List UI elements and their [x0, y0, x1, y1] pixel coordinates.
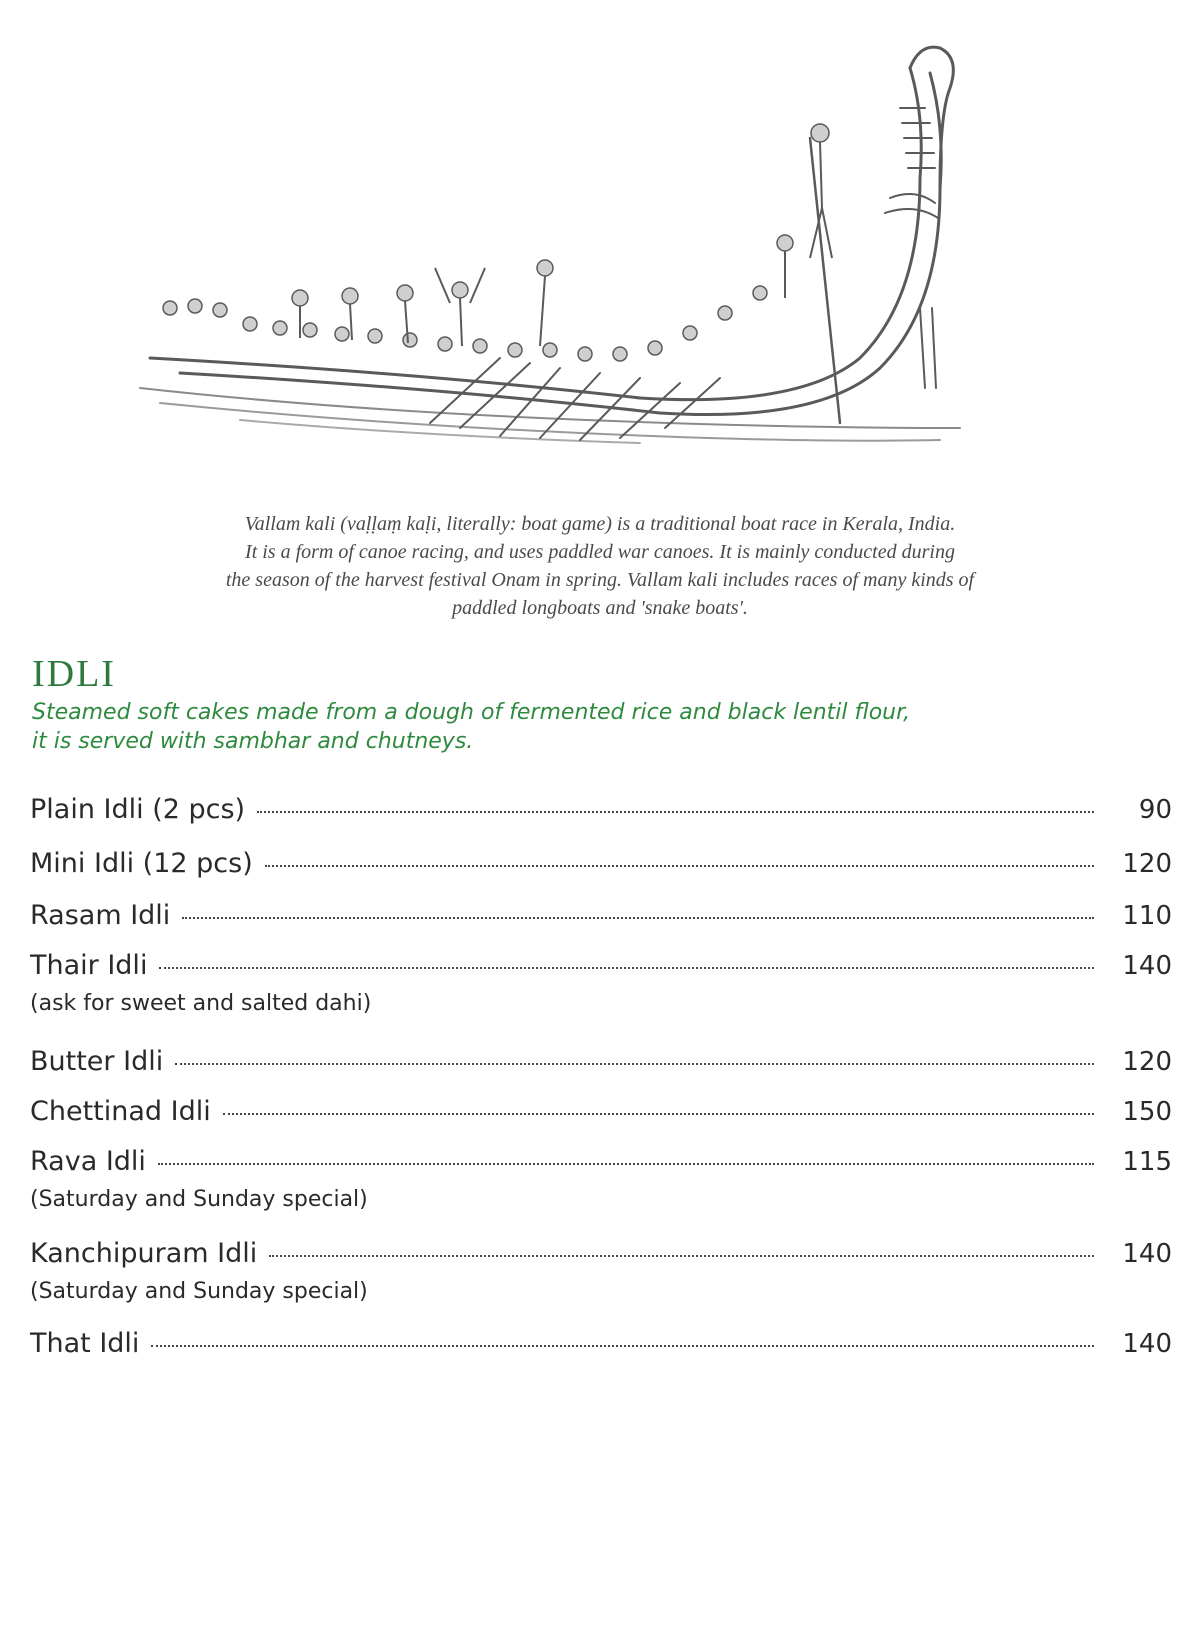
menu-item: [30, 1046, 1172, 1084]
dot-leader: [158, 1163, 1094, 1165]
description-line: it is served with sambhar and chutneys.: [32, 729, 474, 754]
menu-item-price: 115: [1122, 1147, 1172, 1177]
menu-item-name: Kanchipuram Idli: [30, 1238, 258, 1269]
menu-item-name: Rava Idli: [30, 1146, 146, 1177]
menu-item-name: Butter Idli: [30, 1046, 164, 1077]
boat-race-caption: [130, 510, 1070, 622]
caption-line: It is a form of canoe racing, and uses paddled war canoes. It is mainly conducted during: [245, 541, 955, 563]
menu-item-name: Plain Idli (2 pcs): [30, 794, 246, 825]
menu-item: [30, 848, 1172, 886]
dot-leader: [257, 811, 1094, 813]
menu-item: [30, 1328, 1172, 1366]
menu-item-note: (Saturday and Sunday special): [30, 1279, 368, 1304]
section-title: IDLI: [32, 653, 116, 695]
dot-leader: [175, 1063, 1094, 1065]
boat-race-illustration: [120, 28, 1020, 478]
menu-item-price: 120: [1122, 849, 1172, 879]
menu-item-price: 140: [1122, 1329, 1172, 1359]
menu-item-name: Thair Idli: [30, 950, 148, 981]
dot-leader: [182, 917, 1094, 919]
menu-item: [30, 1096, 1172, 1134]
menu-item: [30, 950, 1172, 1030]
menu-item: [30, 1146, 1172, 1226]
dot-leader: [269, 1255, 1094, 1257]
description-line: Steamed soft cakes made from a dough of fermented rice and black lentil flour,: [32, 700, 911, 725]
caption-line: paddled longboats and 'snake boats'.: [452, 597, 748, 619]
menu-item-name: That Idli: [30, 1328, 140, 1359]
menu-item-name: Rasam Idli: [30, 900, 171, 931]
menu-item-name: Chettinad Idli: [30, 1096, 211, 1127]
menu-item-price: 150: [1122, 1097, 1172, 1127]
caption-line: the season of the harvest festival Onam in spring. Vallam kali includes races of many kinds of: [225, 569, 975, 591]
menu-item-note: (Saturday and Sunday special): [30, 1187, 368, 1212]
dot-leader: [151, 1345, 1094, 1347]
menu-item-price: 90: [1138, 795, 1172, 825]
menu-item: [30, 1238, 1172, 1318]
dot-leader: [223, 1113, 1094, 1115]
caption-line: Vallam kali (vaḷḷaṃ kaḷi, literally: boat game) is a traditional boat race in Kerala, India.: [244, 513, 956, 535]
menu-item: [30, 900, 1172, 938]
menu-item-price: 120: [1122, 1047, 1172, 1077]
menu-item-price: 140: [1122, 951, 1172, 981]
menu-item: [30, 794, 1172, 832]
menu-item-price: 110: [1122, 901, 1172, 931]
menu-item-price: 140: [1122, 1239, 1172, 1269]
section-description: [32, 698, 1032, 756]
dot-leader: [265, 865, 1094, 867]
menu-item-name: Mini Idli (12 pcs): [30, 848, 253, 879]
dot-leader: [159, 967, 1094, 969]
menu-item-note: (ask for sweet and salted dahi): [30, 991, 372, 1016]
